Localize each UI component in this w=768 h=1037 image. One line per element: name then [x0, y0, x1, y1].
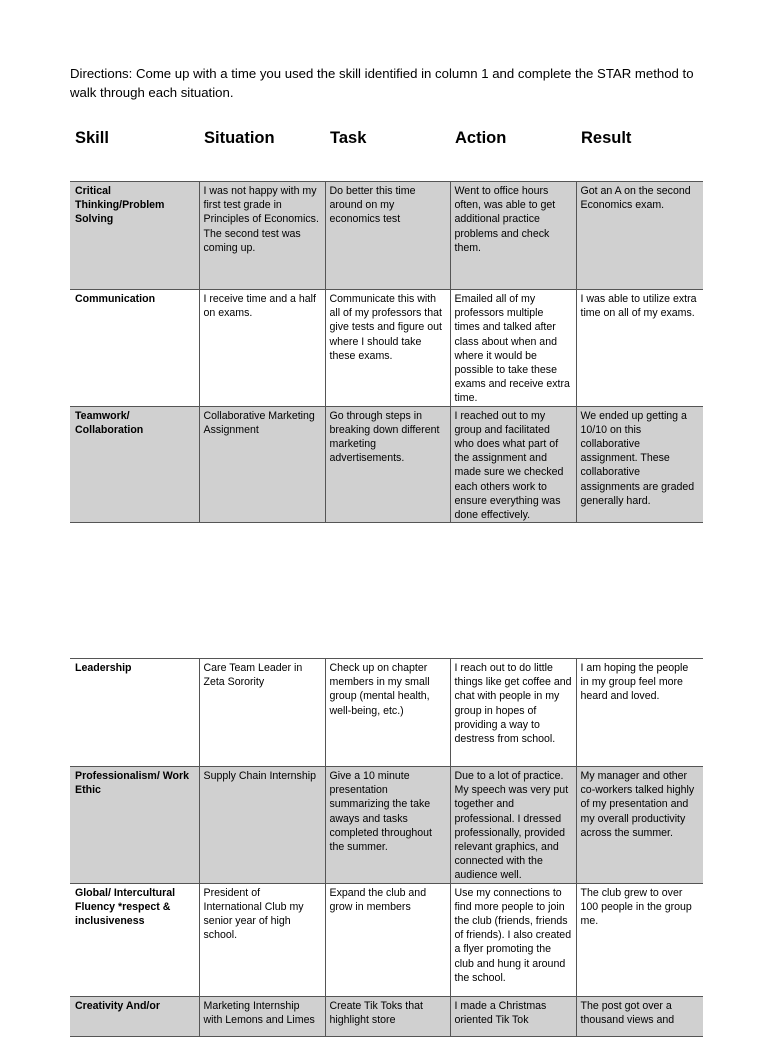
table-row: [70, 290, 703, 407]
header-action: Action: [455, 129, 507, 147]
task-cell: Expand the club and grow in members: [325, 883, 450, 996]
result-cell: The club grew to over 100 people in the group me.: [576, 883, 703, 996]
situation-cell: President of International Club my senior year of high school.: [199, 883, 325, 996]
result-cell: I am hoping the people in my group feel more heard and loved.: [576, 659, 703, 767]
skill-cell: Critical Thinking/Problem Solving: [70, 182, 199, 290]
skill-cell: Professionalism/ Work Ethic: [70, 767, 199, 884]
task-cell: Go through steps in breaking down different marketing advertisements.: [325, 406, 450, 523]
skill-cell: Communication: [70, 290, 199, 407]
result-cell: Got an A on the second Economics exam.: [576, 182, 703, 290]
table-row: [70, 406, 703, 523]
situation-cell: I receive time and a half on exams.: [199, 290, 325, 407]
action-cell: Emailed all of my professors multiple times and talked after class about when and where it would be possible to take these exams and receive extra time.: [450, 290, 576, 407]
result-cell: My manager and other co-workers talked highly of my presentation and my overall productivity across the summer.: [576, 767, 703, 884]
action-cell: Due to a lot of practice. My speech was very put together and professional. I dressed professionally, provided relevant graphics, and connected with the audience well.: [450, 767, 576, 884]
header-task: Task: [330, 129, 367, 147]
task-cell: Do better this time around on my economics test: [325, 182, 450, 290]
task-cell: Give a 10 minute presentation summarizing the take aways and tasks completed throughout the summer.: [325, 767, 450, 884]
column-headers: [70, 129, 710, 153]
star-table-1: [70, 181, 703, 523]
action-cell: I reached out to my group and facilitated who does what part of the assignment and made sure we checked each others work to ensure everything was done effectively.: [450, 406, 576, 523]
action-cell: I reach out to do little things like get coffee and chat with people in my group in hopes of providing a way to destress from school.: [450, 659, 576, 767]
table-row: [70, 767, 703, 884]
situation-cell: Supply Chain Internship: [199, 767, 325, 884]
header-skill: Skill: [75, 129, 109, 147]
situation-cell: Collaborative Marketing Assignment: [199, 406, 325, 523]
action-cell: I made a Christmas oriented Tik Tok: [450, 996, 576, 1036]
table-row: [70, 883, 703, 996]
header-result: Result: [581, 129, 632, 147]
skill-cell: Leadership: [70, 659, 199, 767]
star-table-2: [70, 658, 703, 1037]
action-cell: Went to office hours often, was able to get additional practice problems and check them.: [450, 182, 576, 290]
directions-text: Directions: Come up with a time you used the skill identified in column 1 and complete the STAR method to walk through each situation.: [70, 66, 694, 100]
table-row: [70, 659, 703, 767]
task-cell: Communicate this with all of my professors that give tests and figure out where I should take these exams.: [325, 290, 450, 407]
header-situation: Situation: [204, 129, 275, 147]
task-cell: Check up on chapter members in my small group (mental health, well-being, etc.): [325, 659, 450, 767]
table-row: [70, 182, 703, 290]
skill-cell: Global/ Intercultural Fluency *respect & inclusiveness: [70, 883, 199, 996]
result-cell: I was able to utilize extra time on all of my exams.: [576, 290, 703, 407]
skill-cell: Creativity And/or: [70, 996, 199, 1036]
table-row: [70, 996, 703, 1036]
skill-cell: Teamwork/ Collaboration: [70, 406, 199, 523]
action-cell: Use my connections to find more people to join the club (friends, friends of friends). I also created a flyer promoting the club and hung it around the school.: [450, 883, 576, 996]
situation-cell: Marketing Internship with Lemons and Limes: [199, 996, 325, 1036]
situation-cell: I was not happy with my first test grade in Principles of Economics. The second test was coming up.: [199, 182, 325, 290]
situation-cell: Care Team Leader in Zeta Sorority: [199, 659, 325, 767]
result-cell: The post got over a thousand views and: [576, 996, 703, 1036]
task-cell: Create Tik Toks that highlight store: [325, 996, 450, 1036]
result-cell: We ended up getting a 10/10 on this collaborative assignment. These collaborative assignments are graded generally hard.: [576, 406, 703, 523]
